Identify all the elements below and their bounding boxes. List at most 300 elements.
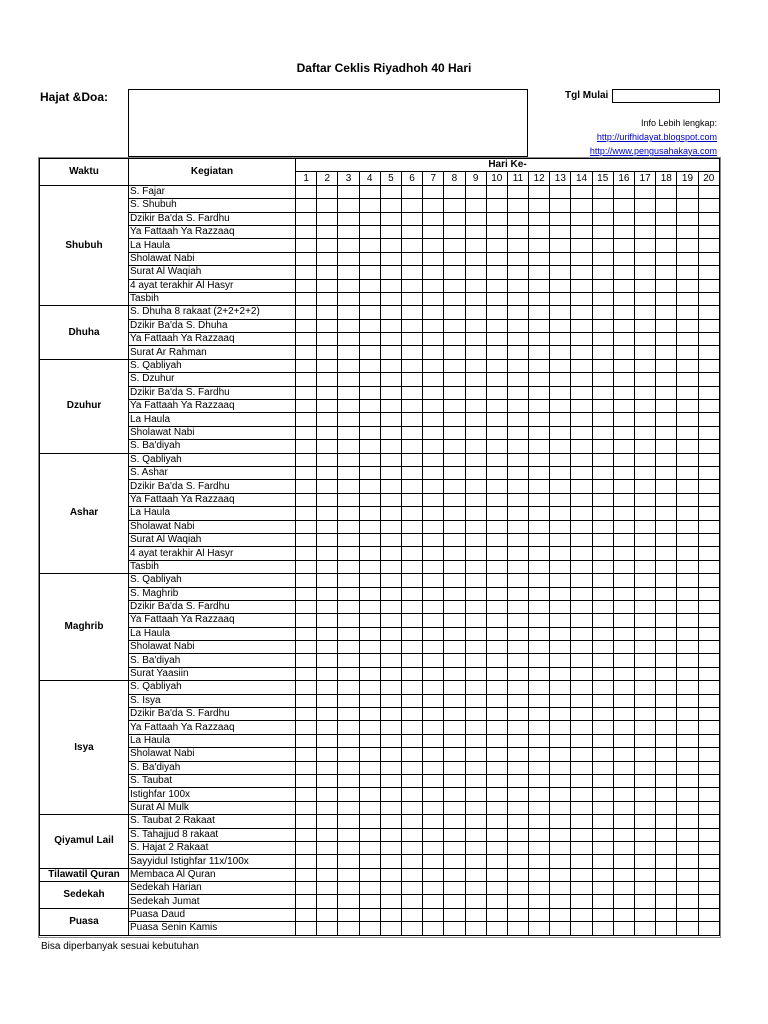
check-cell[interactable] <box>423 614 444 627</box>
check-cell[interactable] <box>677 667 698 680</box>
check-cell[interactable] <box>401 239 422 252</box>
check-cell[interactable] <box>338 868 359 881</box>
check-cell[interactable] <box>613 480 634 493</box>
check-cell[interactable] <box>359 587 380 600</box>
check-cell[interactable] <box>529 507 550 520</box>
check-cell[interactable] <box>380 359 401 372</box>
check-cell[interactable] <box>359 373 380 386</box>
check-cell[interactable] <box>444 440 465 453</box>
check-cell[interactable] <box>529 413 550 426</box>
check-cell[interactable] <box>359 319 380 332</box>
check-cell[interactable] <box>338 507 359 520</box>
check-cell[interactable] <box>550 694 571 707</box>
check-cell[interactable] <box>656 386 677 399</box>
check-cell[interactable] <box>317 413 338 426</box>
check-cell[interactable] <box>359 721 380 734</box>
check-cell[interactable] <box>677 279 698 292</box>
check-cell[interactable] <box>613 373 634 386</box>
check-cell[interactable] <box>465 266 486 279</box>
check-cell[interactable] <box>550 239 571 252</box>
check-cell[interactable] <box>444 346 465 359</box>
check-cell[interactable] <box>401 346 422 359</box>
check-cell[interactable] <box>698 828 719 841</box>
check-cell[interactable] <box>296 748 317 761</box>
check-cell[interactable] <box>698 774 719 787</box>
check-cell[interactable] <box>592 346 613 359</box>
check-cell[interactable] <box>592 641 613 654</box>
check-cell[interactable] <box>656 600 677 613</box>
check-cell[interactable] <box>698 574 719 587</box>
check-cell[interactable] <box>317 694 338 707</box>
check-cell[interactable] <box>338 333 359 346</box>
check-cell[interactable] <box>571 533 592 546</box>
check-cell[interactable] <box>698 748 719 761</box>
check-cell[interactable] <box>656 507 677 520</box>
check-cell[interactable] <box>486 895 507 908</box>
check-cell[interactable] <box>635 346 656 359</box>
check-cell[interactable] <box>338 654 359 667</box>
check-cell[interactable] <box>507 333 528 346</box>
check-cell[interactable] <box>444 239 465 252</box>
check-cell[interactable] <box>423 252 444 265</box>
check-cell[interactable] <box>444 266 465 279</box>
check-cell[interactable] <box>677 239 698 252</box>
check-cell[interactable] <box>592 359 613 372</box>
check-cell[interactable] <box>571 681 592 694</box>
check-cell[interactable] <box>465 895 486 908</box>
check-cell[interactable] <box>613 359 634 372</box>
check-cell[interactable] <box>317 788 338 801</box>
check-cell[interactable] <box>592 774 613 787</box>
check-cell[interactable] <box>423 922 444 935</box>
check-cell[interactable] <box>635 774 656 787</box>
check-cell[interactable] <box>613 841 634 854</box>
check-cell[interactable] <box>317 868 338 881</box>
check-cell[interactable] <box>317 453 338 466</box>
check-cell[interactable] <box>698 641 719 654</box>
check-cell[interactable] <box>571 708 592 721</box>
check-cell[interactable] <box>635 185 656 198</box>
check-cell[interactable] <box>613 292 634 305</box>
check-cell[interactable] <box>423 292 444 305</box>
check-cell[interactable] <box>338 922 359 935</box>
check-cell[interactable] <box>359 426 380 439</box>
check-cell[interactable] <box>698 333 719 346</box>
check-cell[interactable] <box>423 600 444 613</box>
check-cell[interactable] <box>635 761 656 774</box>
check-cell[interactable] <box>613 774 634 787</box>
check-cell[interactable] <box>465 681 486 694</box>
check-cell[interactable] <box>401 333 422 346</box>
check-cell[interactable] <box>359 413 380 426</box>
check-cell[interactable] <box>677 882 698 895</box>
check-cell[interactable] <box>296 359 317 372</box>
check-cell[interactable] <box>635 667 656 680</box>
check-cell[interactable] <box>635 694 656 707</box>
check-cell[interactable] <box>444 600 465 613</box>
check-cell[interactable] <box>296 507 317 520</box>
check-cell[interactable] <box>507 908 528 921</box>
check-cell[interactable] <box>359 734 380 747</box>
check-cell[interactable] <box>635 895 656 908</box>
check-cell[interactable] <box>401 413 422 426</box>
check-cell[interactable] <box>698 587 719 600</box>
check-cell[interactable] <box>635 788 656 801</box>
check-cell[interactable] <box>423 533 444 546</box>
check-cell[interactable] <box>529 547 550 560</box>
check-cell[interactable] <box>486 386 507 399</box>
check-cell[interactable] <box>656 868 677 881</box>
check-cell[interactable] <box>656 681 677 694</box>
check-cell[interactable] <box>507 547 528 560</box>
check-cell[interactable] <box>571 239 592 252</box>
check-cell[interactable] <box>613 587 634 600</box>
check-cell[interactable] <box>698 493 719 506</box>
check-cell[interactable] <box>571 426 592 439</box>
check-cell[interactable] <box>444 306 465 319</box>
check-cell[interactable] <box>423 212 444 225</box>
check-cell[interactable] <box>677 400 698 413</box>
check-cell[interactable] <box>656 828 677 841</box>
check-cell[interactable] <box>401 734 422 747</box>
check-cell[interactable] <box>465 788 486 801</box>
check-cell[interactable] <box>380 533 401 546</box>
check-cell[interactable] <box>698 453 719 466</box>
check-cell[interactable] <box>677 922 698 935</box>
check-cell[interactable] <box>338 212 359 225</box>
check-cell[interactable] <box>677 199 698 212</box>
check-cell[interactable] <box>507 440 528 453</box>
check-cell[interactable] <box>486 480 507 493</box>
check-cell[interactable] <box>529 748 550 761</box>
check-cell[interactable] <box>359 708 380 721</box>
check-cell[interactable] <box>317 908 338 921</box>
check-cell[interactable] <box>613 199 634 212</box>
check-cell[interactable] <box>529 908 550 921</box>
check-cell[interactable] <box>444 480 465 493</box>
check-cell[interactable] <box>656 292 677 305</box>
check-cell[interactable] <box>423 185 444 198</box>
check-cell[interactable] <box>338 239 359 252</box>
check-cell[interactable] <box>401 748 422 761</box>
check-cell[interactable] <box>571 547 592 560</box>
check-cell[interactable] <box>592 560 613 573</box>
check-cell[interactable] <box>444 761 465 774</box>
check-cell[interactable] <box>423 547 444 560</box>
check-cell[interactable] <box>296 600 317 613</box>
check-cell[interactable] <box>571 413 592 426</box>
check-cell[interactable] <box>401 614 422 627</box>
check-cell[interactable] <box>380 708 401 721</box>
check-cell[interactable] <box>317 225 338 238</box>
check-cell[interactable] <box>338 426 359 439</box>
check-cell[interactable] <box>571 333 592 346</box>
check-cell[interactable] <box>613 319 634 332</box>
check-cell[interactable] <box>338 908 359 921</box>
check-cell[interactable] <box>529 533 550 546</box>
check-cell[interactable] <box>698 882 719 895</box>
check-cell[interactable] <box>423 708 444 721</box>
check-cell[interactable] <box>486 453 507 466</box>
check-cell[interactable] <box>656 373 677 386</box>
check-cell[interactable] <box>423 560 444 573</box>
check-cell[interactable] <box>550 520 571 533</box>
check-cell[interactable] <box>571 868 592 881</box>
check-cell[interactable] <box>635 520 656 533</box>
check-cell[interactable] <box>550 306 571 319</box>
check-cell[interactable] <box>571 841 592 854</box>
check-cell[interactable] <box>677 694 698 707</box>
check-cell[interactable] <box>444 493 465 506</box>
check-cell[interactable] <box>444 721 465 734</box>
check-cell[interactable] <box>507 841 528 854</box>
check-cell[interactable] <box>550 453 571 466</box>
check-cell[interactable] <box>338 774 359 787</box>
check-cell[interactable] <box>401 868 422 881</box>
check-cell[interactable] <box>317 828 338 841</box>
check-cell[interactable] <box>507 895 528 908</box>
check-cell[interactable] <box>507 413 528 426</box>
check-cell[interactable] <box>529 895 550 908</box>
check-cell[interactable] <box>550 641 571 654</box>
check-cell[interactable] <box>656 547 677 560</box>
check-cell[interactable] <box>401 507 422 520</box>
check-cell[interactable] <box>401 266 422 279</box>
check-cell[interactable] <box>613 252 634 265</box>
check-cell[interactable] <box>444 225 465 238</box>
check-cell[interactable] <box>486 841 507 854</box>
check-cell[interactable] <box>550 708 571 721</box>
check-cell[interactable] <box>677 252 698 265</box>
check-cell[interactable] <box>529 681 550 694</box>
check-cell[interactable] <box>592 627 613 640</box>
check-cell[interactable] <box>296 667 317 680</box>
check-cell[interactable] <box>635 547 656 560</box>
check-cell[interactable] <box>465 841 486 854</box>
check-cell[interactable] <box>338 882 359 895</box>
check-cell[interactable] <box>571 306 592 319</box>
check-cell[interactable] <box>592 908 613 921</box>
link-website[interactable]: http://www.pengusahakaya.com <box>589 146 717 156</box>
check-cell[interactable] <box>592 225 613 238</box>
check-cell[interactable] <box>444 868 465 881</box>
check-cell[interactable] <box>401 560 422 573</box>
check-cell[interactable] <box>592 480 613 493</box>
check-cell[interactable] <box>613 440 634 453</box>
check-cell[interactable] <box>571 734 592 747</box>
check-cell[interactable] <box>677 225 698 238</box>
check-cell[interactable] <box>571 520 592 533</box>
check-cell[interactable] <box>380 828 401 841</box>
check-cell[interactable] <box>423 694 444 707</box>
check-cell[interactable] <box>444 413 465 426</box>
check-cell[interactable] <box>507 801 528 814</box>
check-cell[interactable] <box>550 882 571 895</box>
check-cell[interactable] <box>656 400 677 413</box>
check-cell[interactable] <box>380 815 401 828</box>
check-cell[interactable] <box>529 199 550 212</box>
check-cell[interactable] <box>656 708 677 721</box>
check-cell[interactable] <box>486 681 507 694</box>
check-cell[interactable] <box>550 466 571 479</box>
check-cell[interactable] <box>465 614 486 627</box>
check-cell[interactable] <box>423 413 444 426</box>
check-cell[interactable] <box>380 239 401 252</box>
check-cell[interactable] <box>359 400 380 413</box>
check-cell[interactable] <box>465 547 486 560</box>
check-cell[interactable] <box>656 654 677 667</box>
check-cell[interactable] <box>338 708 359 721</box>
check-cell[interactable] <box>359 614 380 627</box>
check-cell[interactable] <box>613 426 634 439</box>
check-cell[interactable] <box>677 868 698 881</box>
check-cell[interactable] <box>296 828 317 841</box>
check-cell[interactable] <box>635 560 656 573</box>
check-cell[interactable] <box>635 908 656 921</box>
check-cell[interactable] <box>338 359 359 372</box>
check-cell[interactable] <box>486 279 507 292</box>
check-cell[interactable] <box>465 828 486 841</box>
check-cell[interactable] <box>423 279 444 292</box>
check-cell[interactable] <box>338 855 359 868</box>
check-cell[interactable] <box>613 400 634 413</box>
check-cell[interactable] <box>550 386 571 399</box>
check-cell[interactable] <box>592 252 613 265</box>
check-cell[interactable] <box>529 855 550 868</box>
check-cell[interactable] <box>444 841 465 854</box>
check-cell[interactable] <box>698 801 719 814</box>
check-cell[interactable] <box>677 574 698 587</box>
check-cell[interactable] <box>677 855 698 868</box>
check-cell[interactable] <box>359 547 380 560</box>
check-cell[interactable] <box>550 400 571 413</box>
check-cell[interactable] <box>550 199 571 212</box>
check-cell[interactable] <box>423 346 444 359</box>
check-cell[interactable] <box>635 319 656 332</box>
check-cell[interactable] <box>613 828 634 841</box>
check-cell[interactable] <box>635 333 656 346</box>
check-cell[interactable] <box>507 252 528 265</box>
check-cell[interactable] <box>444 788 465 801</box>
check-cell[interactable] <box>698 560 719 573</box>
check-cell[interactable] <box>444 520 465 533</box>
check-cell[interactable] <box>571 761 592 774</box>
check-cell[interactable] <box>550 547 571 560</box>
check-cell[interactable] <box>635 614 656 627</box>
check-cell[interactable] <box>359 359 380 372</box>
check-cell[interactable] <box>401 721 422 734</box>
check-cell[interactable] <box>359 266 380 279</box>
check-cell[interactable] <box>677 841 698 854</box>
check-cell[interactable] <box>571 895 592 908</box>
check-cell[interactable] <box>296 400 317 413</box>
check-cell[interactable] <box>444 895 465 908</box>
check-cell[interactable] <box>613 507 634 520</box>
check-cell[interactable] <box>465 453 486 466</box>
check-cell[interactable] <box>465 774 486 787</box>
check-cell[interactable] <box>444 386 465 399</box>
check-cell[interactable] <box>698 600 719 613</box>
check-cell[interactable] <box>592 895 613 908</box>
check-cell[interactable] <box>550 600 571 613</box>
check-cell[interactable] <box>380 694 401 707</box>
check-cell[interactable] <box>380 627 401 640</box>
check-cell[interactable] <box>571 386 592 399</box>
check-cell[interactable] <box>486 547 507 560</box>
check-cell[interactable] <box>444 252 465 265</box>
check-cell[interactable] <box>635 212 656 225</box>
check-cell[interactable] <box>444 922 465 935</box>
check-cell[interactable] <box>296 654 317 667</box>
check-cell[interactable] <box>529 788 550 801</box>
check-cell[interactable] <box>486 413 507 426</box>
check-cell[interactable] <box>698 266 719 279</box>
check-cell[interactable] <box>592 600 613 613</box>
check-cell[interactable] <box>635 466 656 479</box>
check-cell[interactable] <box>635 400 656 413</box>
check-cell[interactable] <box>592 828 613 841</box>
check-cell[interactable] <box>677 560 698 573</box>
check-cell[interactable] <box>423 333 444 346</box>
check-cell[interactable] <box>423 466 444 479</box>
check-cell[interactable] <box>571 815 592 828</box>
check-cell[interactable] <box>613 922 634 935</box>
check-cell[interactable] <box>317 774 338 787</box>
check-cell[interactable] <box>613 413 634 426</box>
check-cell[interactable] <box>380 453 401 466</box>
check-cell[interactable] <box>550 440 571 453</box>
check-cell[interactable] <box>656 319 677 332</box>
check-cell[interactable] <box>380 895 401 908</box>
check-cell[interactable] <box>677 453 698 466</box>
check-cell[interactable] <box>613 734 634 747</box>
check-cell[interactable] <box>507 681 528 694</box>
check-cell[interactable] <box>613 560 634 573</box>
check-cell[interactable] <box>529 319 550 332</box>
check-cell[interactable] <box>444 774 465 787</box>
check-cell[interactable] <box>359 868 380 881</box>
check-cell[interactable] <box>486 922 507 935</box>
check-cell[interactable] <box>698 721 719 734</box>
check-cell[interactable] <box>529 185 550 198</box>
check-cell[interactable] <box>635 359 656 372</box>
check-cell[interactable] <box>571 828 592 841</box>
check-cell[interactable] <box>317 641 338 654</box>
check-cell[interactable] <box>507 225 528 238</box>
check-cell[interactable] <box>507 734 528 747</box>
check-cell[interactable] <box>550 868 571 881</box>
check-cell[interactable] <box>401 306 422 319</box>
check-cell[interactable] <box>613 346 634 359</box>
check-cell[interactable] <box>296 614 317 627</box>
check-cell[interactable] <box>592 333 613 346</box>
check-cell[interactable] <box>677 801 698 814</box>
check-cell[interactable] <box>635 440 656 453</box>
check-cell[interactable] <box>529 627 550 640</box>
check-cell[interactable] <box>677 306 698 319</box>
check-cell[interactable] <box>465 708 486 721</box>
check-cell[interactable] <box>613 386 634 399</box>
check-cell[interactable] <box>507 306 528 319</box>
check-cell[interactable] <box>317 734 338 747</box>
check-cell[interactable] <box>401 908 422 921</box>
check-cell[interactable] <box>698 466 719 479</box>
check-cell[interactable] <box>338 748 359 761</box>
check-cell[interactable] <box>571 252 592 265</box>
check-cell[interactable] <box>677 788 698 801</box>
check-cell[interactable] <box>529 815 550 828</box>
check-cell[interactable] <box>401 882 422 895</box>
